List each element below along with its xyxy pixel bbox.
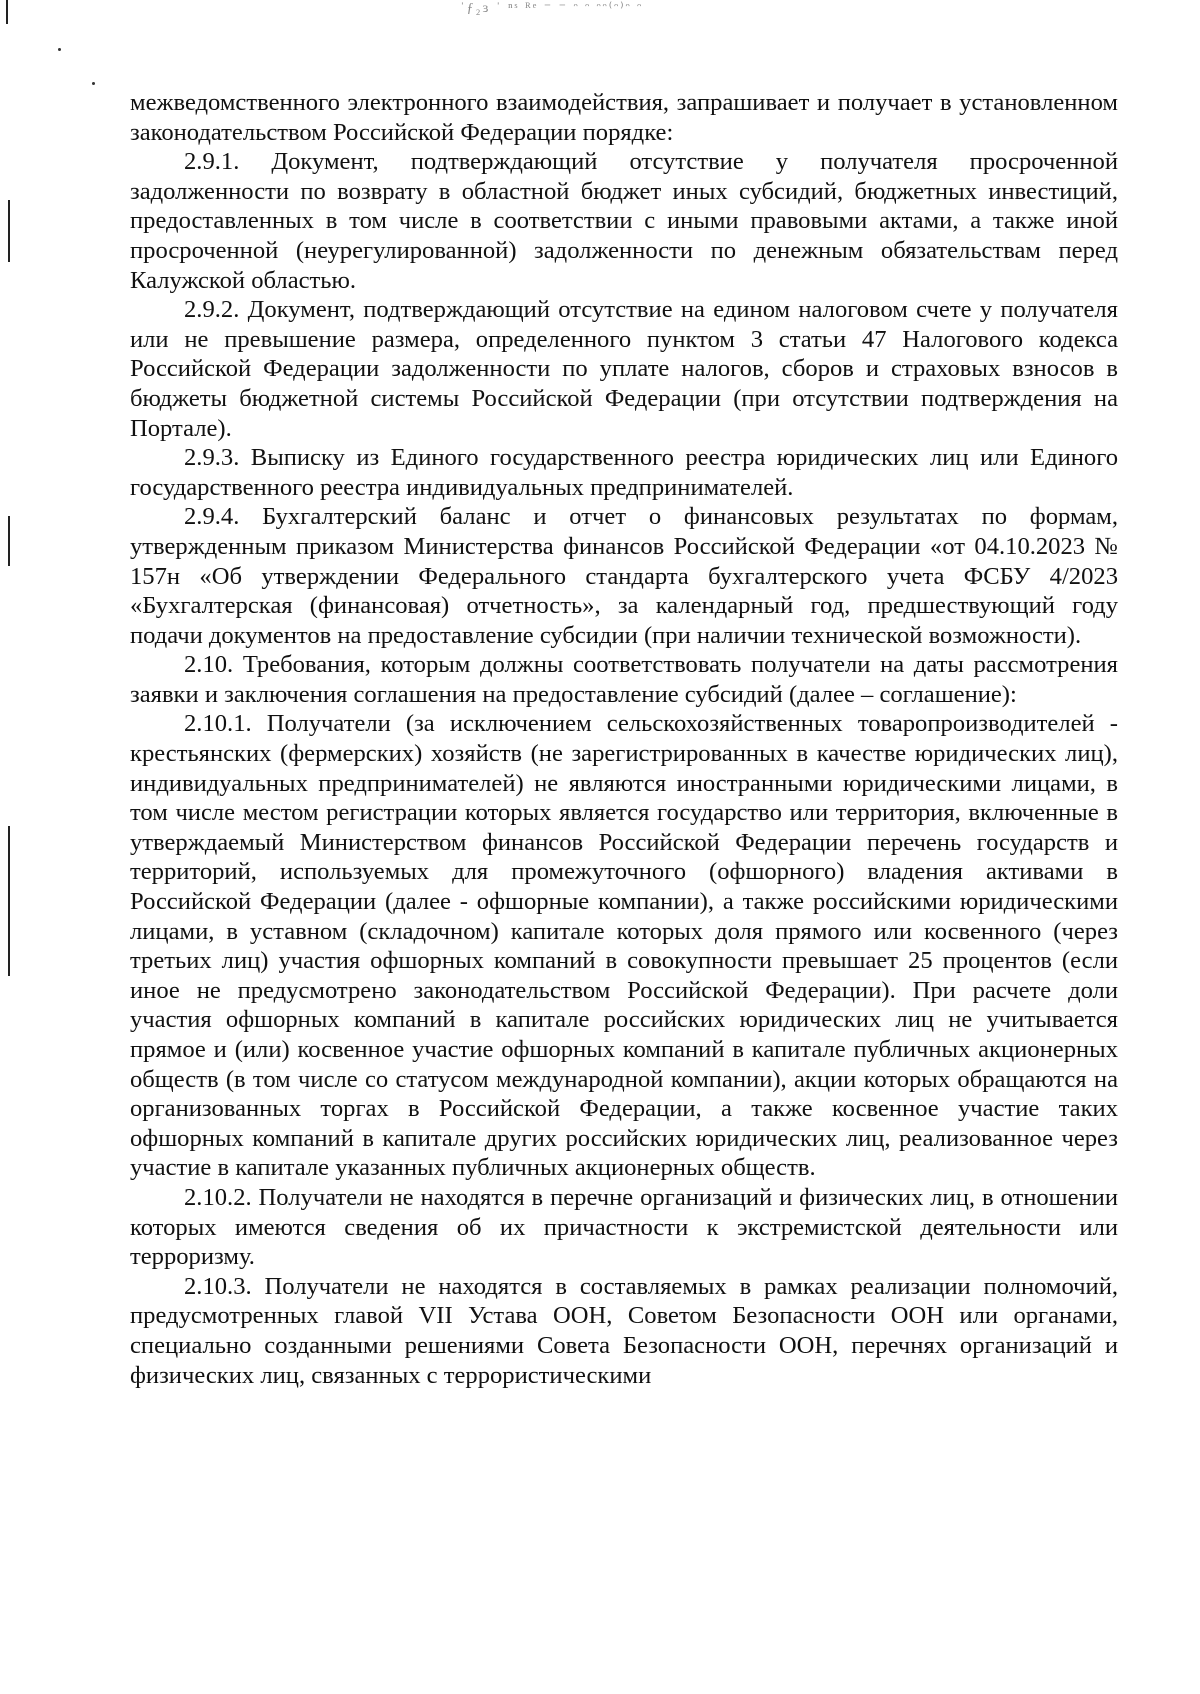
- scan-margin-line: [8, 826, 10, 976]
- paragraph: 2.9.4. Бухгалтерский баланс и отчет о финансовых результатах по формам, утвержденным приказом Министерства финансов Российской Федерации «от 04.10.2023 № 157н «Об утверждении Федерального стандарта бухгалтерского учета ФСБУ 4/2023 «Бухгалтерская (финансовая) отчетность», за календарный год, предшествующий году подачи документов на предоставление субсидии (при наличии технической возможности).: [130, 503, 1118, 649]
- scan-header-marks: ˈƒ₂ɜ ˈ ⁿˢ ᴿᵉ ⁻ ⁻ ᵔ ᵔ ᵔᵔ⁽ᵔ⁾ᵔ ᵔ: [460, 1, 644, 16]
- paragraph: 2.9.2. Документ, подтверждающий отсутствие на едином налоговом счете у получателя или не превышение размера, определенного пунктом 3 статьи 47 Налогового кодекса Российской Федерации задолженности по уплате налогов, сборов и страховых взносов в бюджеты бюджетной системы Российской Федерации (при отсутствии подтверждения на Портале).: [130, 296, 1118, 442]
- scan-margin-line: [6, 0, 8, 24]
- paragraph: 2.9.3. Выписку из Единого государственного реестра юридических лиц или Единого государственного реестра индивидуальных предпринимателей.: [130, 444, 1118, 501]
- paragraph: межведомственного электронного взаимодействия, запрашивает и получает в установленном законодательством Российской Федерации порядке:: [130, 89, 1118, 146]
- paragraph: 2.10.2. Получатели не находятся в перечне организаций и физических лиц, в отношении которых имеются сведения об их причастности к экстремистской деятельности или терроризму.: [130, 1183, 1118, 1271]
- paragraph: 2.9.1. Документ, подтверждающий отсутствие у получателя просроченной задолженности по возврату в областной бюджет иных субсидий, бюджетных инвестиций, предоставленных в том числе в соответствии с иными правовыми актами, а также иной просроченной (неурегулированной) задолженности по денежным обязательствам перед Калужской областью.: [130, 148, 1118, 294]
- paragraph: 2.10.1. Получатели (за исключением сельскохозяйственных товаропроизводителей - крестьянских (фермерских) хозяйств (не зарегистрированных в качестве юридических лиц), индивидуальных предпринимателей) не являются иностранными юридическими лицами, в том числе местом регистрации которых является государство или территория, включенные в утверждаемый Министерством финансов Российской Федерации перечень государств и территорий, используемых для промежуточного (офшорного) владения активами в Российской Федерации (далее - офшорные компании), а также российскими юридическими лицами, в уставном (складочном) капитале которых доля прямого или косвенного (через третьих лиц) участия офшорных компаний в совокупности превышает 25 процентов (если иное не предусмотрено законодательством Российской Федерации). При расчете доли участия офшорных компаний в капитале российских юридических лиц не учитывается прямое и (или) косвенное участие офшорных компаний в капитале публичных акционерных обществ (в том числе со статусом международной компании), акции которых обращаются на организованных торгах в Российской Федерации, а также косвенное участие таких офшорных компаний в капитале других российских юридических лиц, реализованное через участие в капитале указанных публичных акционерных обществ.: [130, 710, 1118, 1182]
- scan-margin-line: [8, 516, 10, 566]
- paragraph: 2.10. Требования, которым должны соответствовать получатели на даты рассмотрения заявки и заключения соглашения на предоставление субсидий (далее – соглашение):: [130, 651, 1118, 708]
- paragraph: 2.10.3. Получатели не находятся в составляемых в рамках реализации полномочий, предусмотренных главой VII Устава ООН, Советом Безопасности ООН или органами, специально созданными решениями Совета Безопасности ООН, перечнях организаций и физических лиц, связанных с террористическими: [130, 1272, 1118, 1389]
- scan-dot: [58, 48, 61, 51]
- scan-dot: [92, 82, 95, 85]
- scan-margin-line: [8, 200, 10, 262]
- document-body: [130, 88, 1118, 1390]
